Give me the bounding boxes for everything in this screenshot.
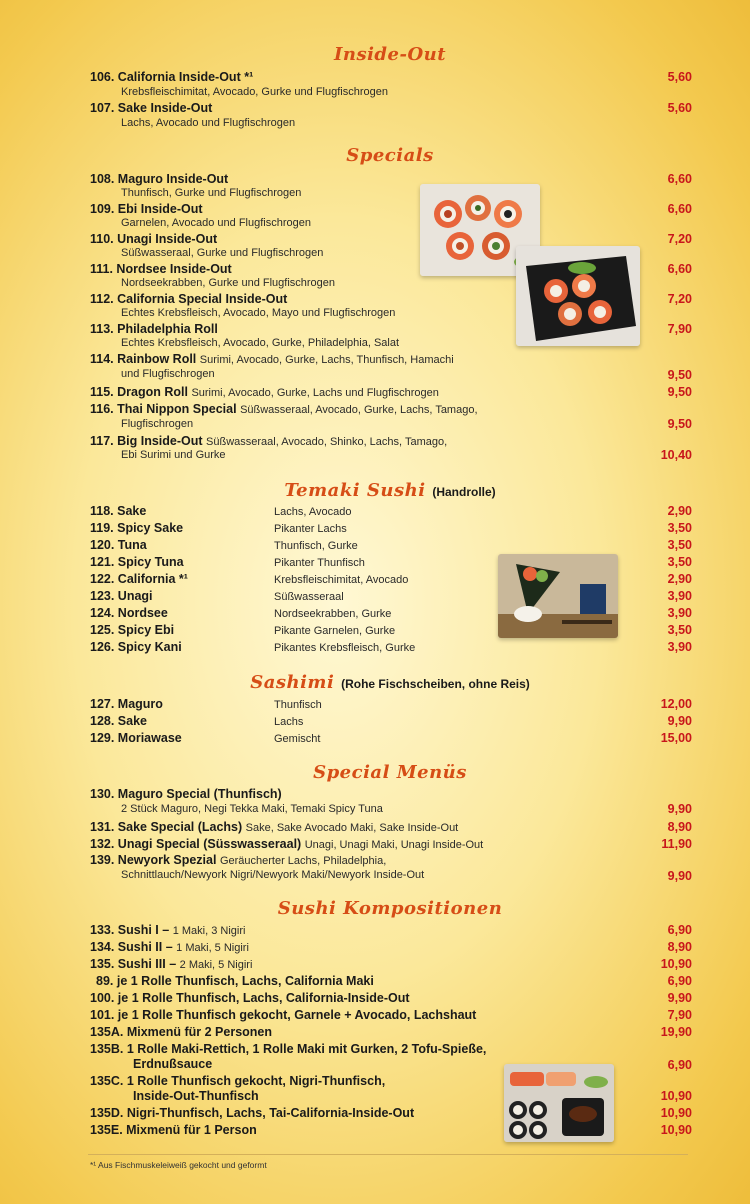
menu-item-114: 114. Rainbow Roll Surimi, Avocado, Gurke, Lachs, Thunfisch, Hamachi [90,352,454,366]
menu-item-111-price: 6,60 [667,262,692,276]
menu-item-101: 101. je 1 Rolle Thunfisch gekocht, Garnele + Avocado, Lachshaut [90,1008,477,1022]
menu-item-134: 134. Sushi II – 1 Maki, 5 Nigiri [90,940,249,954]
menu-item-133-price: 6,90 [667,923,692,937]
menu-item-124-price: 3,90 [667,606,692,620]
sushi-plate-photo [516,246,640,346]
menu-item-135c-cont: Inside-Out-Thunfisch [133,1089,259,1103]
menu-item-106-price: 5,60 [667,70,692,84]
menu-item-112-price: 7,20 [667,292,692,306]
menu-item-112: 112. California Special Inside-Out [90,292,288,306]
menu-item-108: 108. Maguro Inside-Out [90,172,229,186]
menu-item-125: 125. Spicy Ebi [90,623,175,637]
menu-item-120-price: 3,50 [667,538,692,552]
menu-item-123: 123. Unagi [90,589,153,603]
menu-item-135a-price: 19,90 [660,1025,692,1039]
menu-item-117: 117. Big Inside-Out Süßwasseraal, Avocado, Shinko, Lachs, Tamago, [90,434,448,448]
menu-item-119-price: 3,50 [667,521,692,535]
menu-item-130: 130. Maguro Special (Thunfisch) [90,787,282,801]
menu-item-107-desc: Lachs, Avocado und Flugfischrogen [121,117,296,129]
menu-item-125-price: 3,50 [667,623,692,637]
menu-item-109: 109. Ebi Inside-Out [90,202,203,216]
menu-item-135b: 135B. 1 Rolle Maki-Rettich, 1 Rolle Maki mit Gurken, 2 Tofu-Spieße, [90,1042,487,1056]
menu-item-134-price: 8,90 [667,940,692,954]
menu-item-135b-price: 6,90 [667,1058,692,1072]
menu-item-89-price: 6,90 [667,974,692,988]
menu-item-113-price: 7,90 [667,322,692,336]
menu-item-139-desc: Schnittlauch/Newyork Nigri/Newyork Maki/Newyork Inside-Out [121,869,425,881]
menu-item-115-price: 9,50 [667,385,692,399]
menu-item-135a: 135A. Mixmenü für 2 Personen [90,1025,273,1039]
menu-item-117-price: 10,40 [660,448,692,462]
menu-item-122-desc: Krebsfleischimitat, Avocado [274,574,409,586]
menu-item-129-desc: Gemischt [274,733,321,745]
menu-item-117-desc: Ebi Surimi und Gurke [121,449,226,461]
menu-item-119: 119. Spicy Sake [90,521,184,535]
menu-item-119-desc: Pikanter Lachs [274,523,347,535]
menu-item-132-price: 11,90 [661,837,692,851]
menu-item-131-price: 8,90 [667,820,692,834]
menu-item-126: 126. Spicy Kani [90,640,182,654]
menu-item-110-price: 7,20 [667,232,692,246]
footnote: *¹ Aus Fischmuskeleiweiß gekocht und geformt [90,1160,267,1170]
menu-item-111: 111. Nordsee Inside-Out [90,262,232,276]
menu-item-107: 107. Sake Inside-Out [90,101,213,115]
menu-item-120: 120. Tuna [90,538,147,552]
menu-item-139: 139. Newyork Spezial Geräucherter Lachs, Philadelphia, [90,853,387,867]
menu-item-121-price: 3,50 [667,555,692,569]
menu-item-135: 135. Sushi III – 2 Maki, 5 Nigiri [90,957,253,971]
footer-divider [88,1154,688,1155]
menu-item-127: 127. Maguro [90,697,163,711]
menu-item-118-price: 2,90 [667,504,692,518]
menu-item-101-price: 7,90 [667,1008,692,1022]
menu-item-108-desc: Thunfisch, Gurke und Flugfischrogen [121,187,302,199]
menu-item-124: 124. Nordsee [90,606,168,620]
menu-item-128-price: 9,90 [667,714,692,728]
menu-item-111-desc: Nordseekrabben, Gurke und Flugfischrogen [121,277,336,289]
menu-item-106: 106. California Inside-Out *¹ [90,70,254,84]
menu-item-128: 128. Sake [90,714,147,728]
menu-item-109-desc: Garnelen, Avocado und Flugfischrogen [121,217,311,229]
menu-item-106-desc: Krebsfleischimitat, Avocado, Gurke und Flugfischrogen [121,86,388,98]
menu-item-118-desc: Lachs, Avocado [274,506,352,518]
menu-item-132: 132. Unagi Special (Süsswasseraal) Unagi, Unagi Maki, Unagi Inside-Out [90,837,484,851]
menu-item-113-desc: Echtes Krebsfleisch, Avocado, Gurke, Philadelphia, Salat [121,337,400,349]
menu-item-135-price: 10,90 [660,957,692,971]
menu-item-116-desc: Flugfischrogen [121,418,194,430]
menu-item-112-desc: Echtes Krebsfleisch, Avocado, Mayo und Flugfischrogen [121,307,396,319]
menu-item-135d: 135D. Nigri-Thunfisch, Lachs, Tai-California-Inside-Out [90,1106,415,1120]
menu-item-121-desc: Pikanter Thunfisch [274,557,365,569]
menu-item-135c-price: 10,90 [660,1089,692,1103]
menu-item-135e: 135E. Mixmenü für 1 Person [90,1123,257,1137]
menu-item-110-desc: Süßwasseraal, Gurke und Flugfischrogen [121,247,324,259]
menu-item-122: 122. California *¹ [90,572,188,586]
menu-item-130-desc: 2 Stück Maguro, Negi Tekka Maki, Temaki Spicy Tuna [121,803,383,815]
menu-item-131: 131. Sake Special (Lachs) Sake, Sake Avocado Maki, Sake Inside-Out [90,820,459,834]
menu-item-116: 116. Thai Nippon Special Süßwasseraal, Avocado, Gurke, Lachs, Tamago, [90,402,478,416]
menu-item-125-desc: Pikante Garnelen, Gurke [274,625,396,637]
menu-item-121: 121. Spicy Tuna [90,555,184,569]
menu-item-118: 118. Sake [90,504,147,518]
menu-item-126-price: 3,90 [667,640,692,654]
menu-item-100: 100. je 1 Rolle Thunfisch, Lachs, California-Inside-Out [90,991,410,1005]
menu-item-115: 115. Dragon Roll Surimi, Avocado, Gurke, Lachs und Flugfischrogen [90,385,439,399]
menu-item-135d-price: 10,90 [660,1106,692,1120]
menu-item-113: 113. Philadelphia Roll [90,322,218,336]
menu-item-135c: 135C. 1 Rolle Thunfisch gekocht, Nigri-Thunfisch, [90,1074,386,1088]
section-title-inside-out: Inside-Out [333,44,447,65]
menu-item-130-price: 9,90 [667,802,692,816]
menu-item-135e-price: 10,90 [660,1123,692,1137]
menu-item-127-price: 12,00 [660,697,692,711]
section-title-kompositionen: Sushi Kompositionen [277,898,503,919]
menu-item-114-price: 9,50 [667,368,692,382]
menu-item-135b-cont: Erdnußsauce [133,1057,213,1071]
section-title-temaki: Temaki Sushi (Handrolle) [284,480,496,501]
menu-item-108-price: 6,60 [667,172,692,186]
menu-item-133: 133. Sushi I – 1 Maki, 3 Nigiri [90,923,246,937]
temaki-photo [498,554,618,638]
menu-item-128-desc: Lachs [274,716,304,728]
menu-item-110: 110. Unagi Inside-Out [90,232,218,246]
menu-item-89: 89. je 1 Rolle Thunfisch, Lachs, California Maki [96,974,374,988]
menu-item-124-desc: Nordseekrabben, Gurke [274,608,392,620]
menu-item-123-desc: Süßwasseraal [274,591,344,603]
menu-item-114-desc: und Flugfischrogen [121,368,215,380]
menu-item-109-price: 6,60 [667,202,692,216]
menu-item-123-price: 3,90 [667,589,692,603]
menu-item-120-desc: Thunfisch, Gurke [274,540,358,552]
menu-item-139-price: 9,90 [667,869,692,883]
section-title-specials: Specials [346,145,434,166]
menu-item-116-price: 9,50 [667,417,692,431]
menu-item-129-price: 15,00 [660,731,692,745]
menu-item-122-price: 2,90 [667,572,692,586]
sushi-platter-photo [504,1064,614,1142]
menu-item-127-desc: Thunfisch [274,699,322,711]
section-title-special-menus: Special Menüs [313,762,467,783]
section-title-sashimi: Sashimi (Rohe Fischscheiben, ohne Reis) [250,672,530,693]
menu-item-107-price: 5,60 [667,101,692,115]
menu-item-129: 129. Moriawase [90,731,182,745]
menu-item-126-desc: Pikantes Krebsfleisch, Gurke [274,642,416,654]
menu-item-100-price: 9,90 [667,991,692,1005]
